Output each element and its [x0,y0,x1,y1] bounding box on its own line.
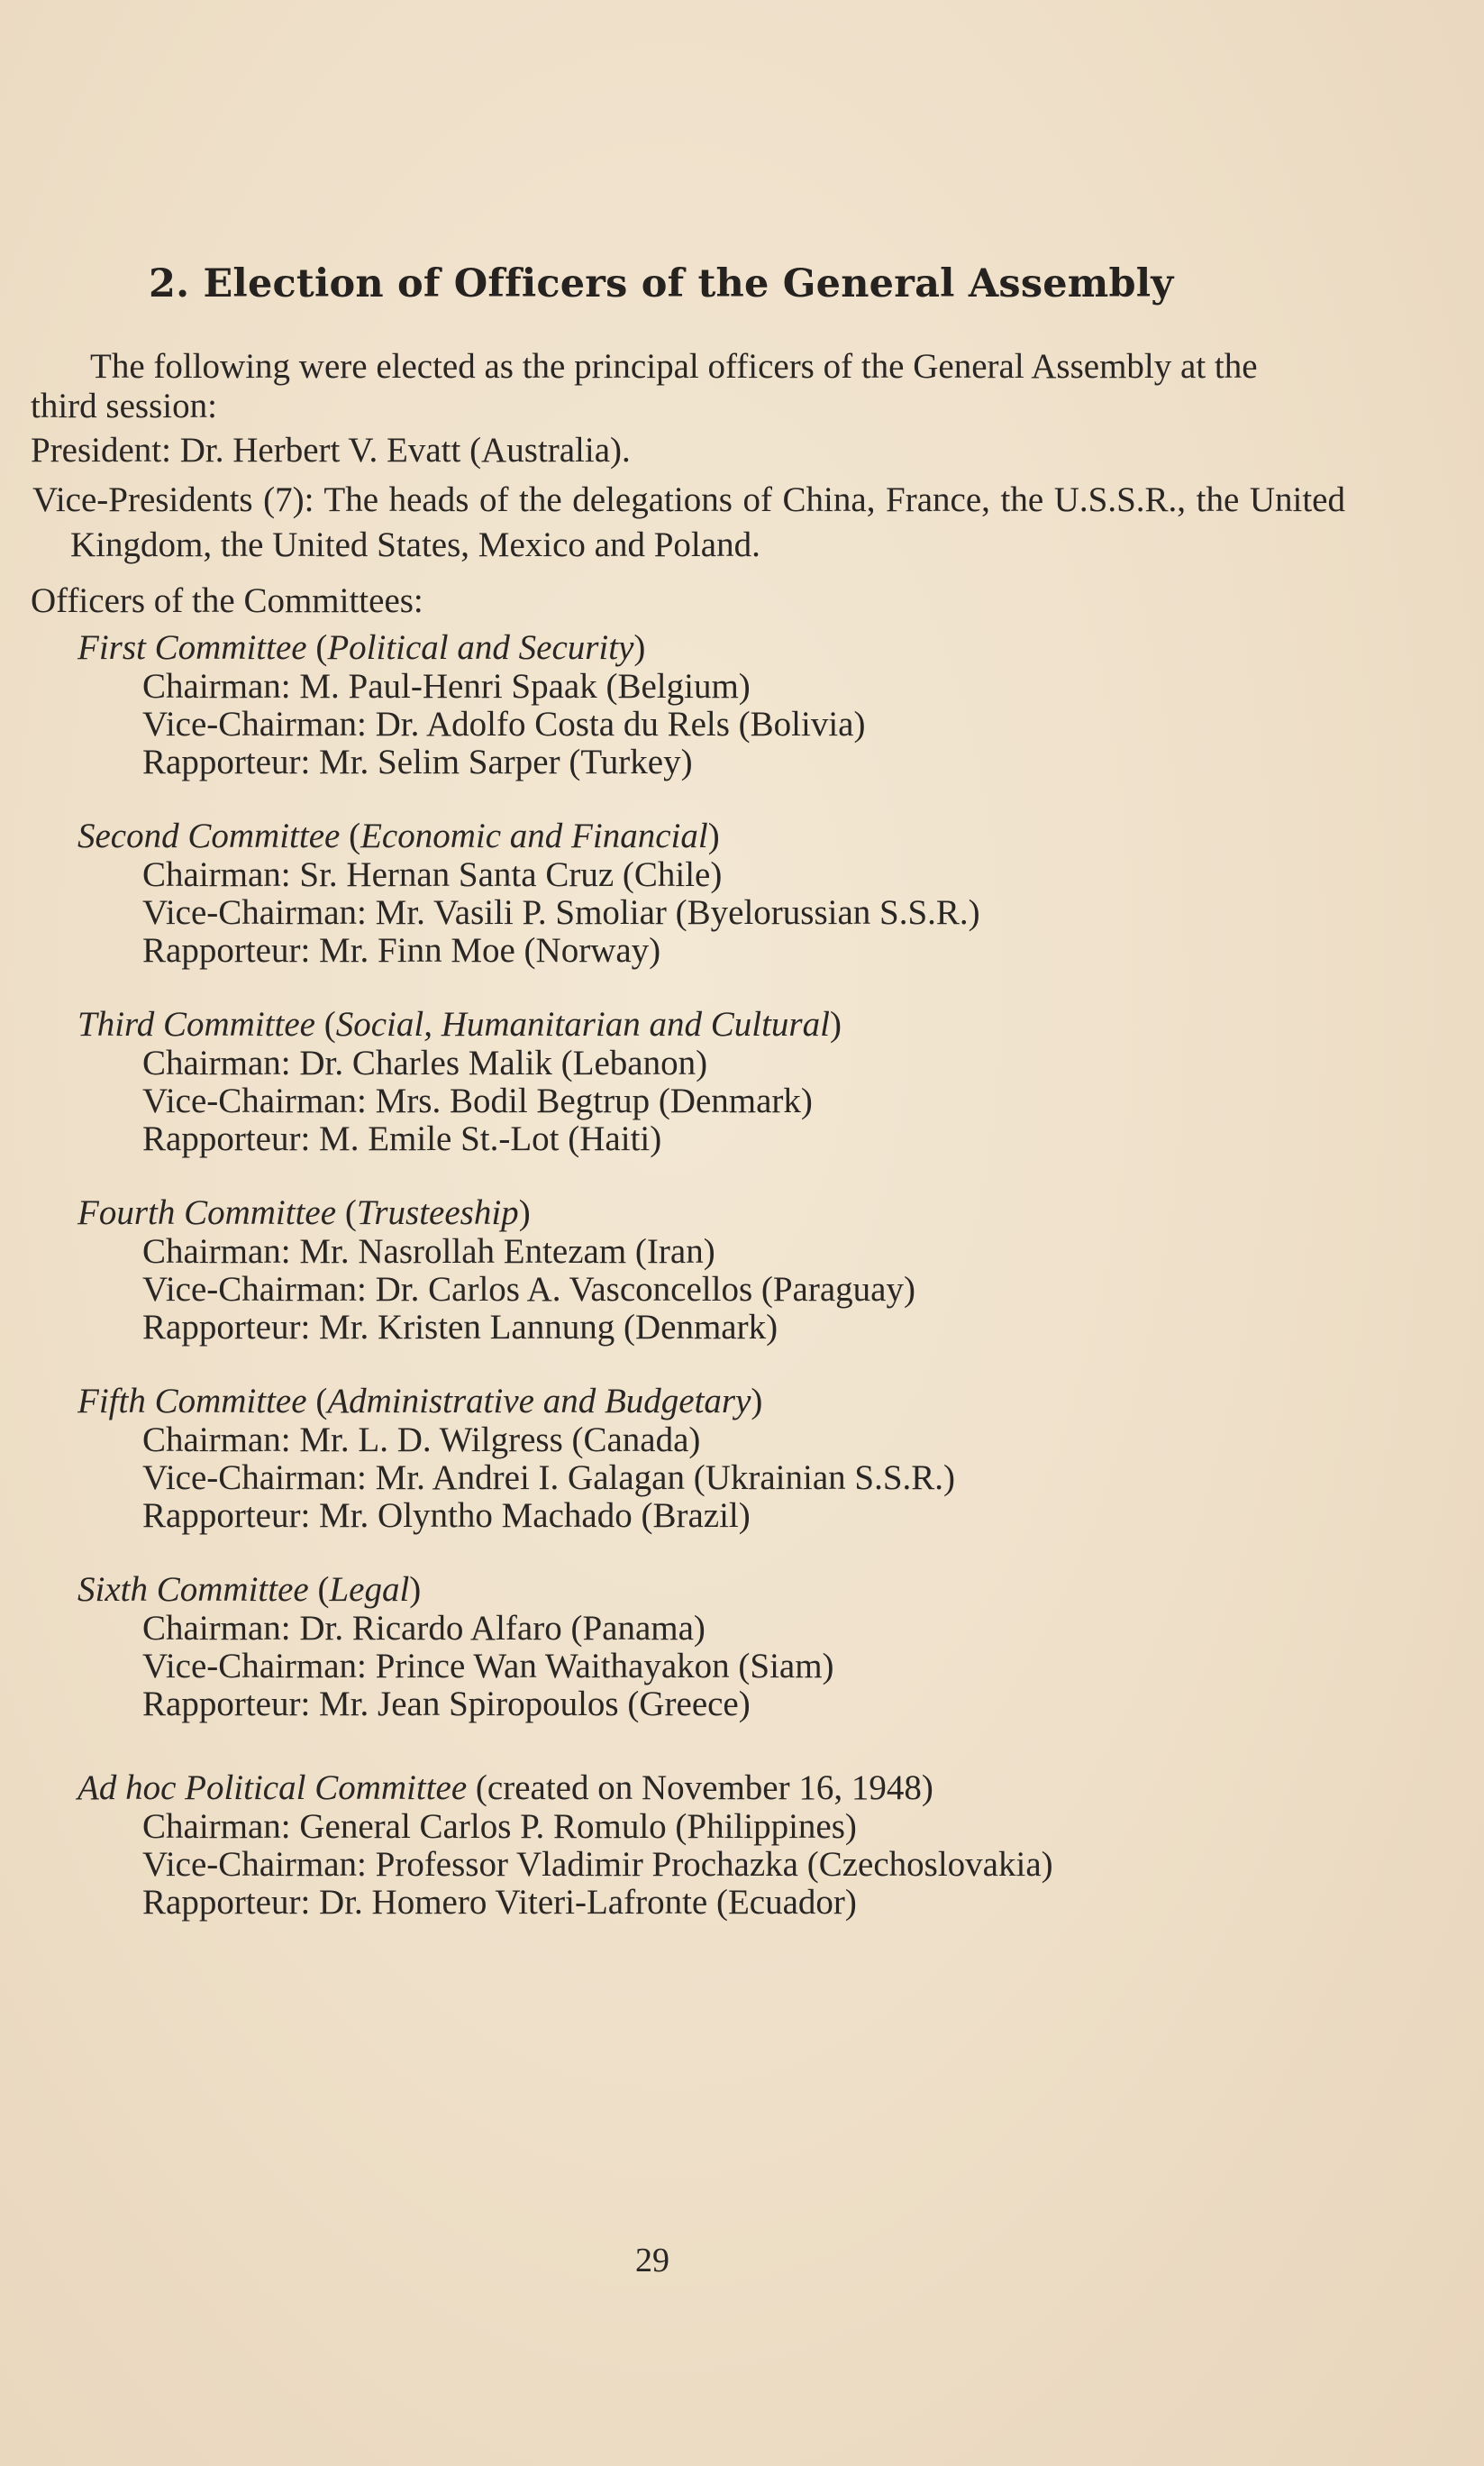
president-label: President: [31,431,171,470]
vice-presidents-paragraph: Vice-Presidents (7): The heads of the delegations of China, France, the U.S.S.R., the United Kingdom, the United States, Mexico and Poland. [32,480,1345,564]
vice-chairman-line: Vice-Chairman: Mrs. Bodil Begtrup (Denmark) [142,1082,813,1120]
vice-chairman-line: Vice-Chairman: Professor Vladimir Prochazka (Czechoslovakia) [142,1845,1053,1884]
committee-title: Fourth Committee (Trusteeship) [77,1193,531,1232]
rapporteur-line: Rapporteur: Dr. Homero Viteri-Lafronte (Ecuador) [142,1883,857,1922]
page-number: 29 [635,2242,669,2279]
vice-chairman-line: Vice-Chairman: Mr. Vasili P. Smoliar (Byelorussian S.S.R.) [142,893,980,932]
committee-title [77,1768,1339,1808]
committee-field: Legal [329,1570,410,1609]
committee-field: Social, Humanitarian and Cultural [335,1005,830,1044]
committee-second [77,817,1339,970]
rapporteur-line: Rapporteur: Mr. Selim Sarper (Turkey) [142,743,693,781]
committee-name: Fifth Committee [77,1382,307,1420]
committee-name: Fourth Committee [77,1193,337,1232]
committee-ad-hoc [77,1768,1339,1922]
committee-name: First Committee [77,628,307,667]
chairman-line: Chairman: M. Paul-Henri Spaak (Belgium) [142,667,751,706]
intro-paragraph: The following were elected as the principal officers of the General Assembly at the third session: [31,347,1258,425]
chairman-line: Chairman: Mr. L. D. Wilgress (Canada) [142,1420,701,1459]
chairman-line: Chairman: Dr. Ricardo Alfaro (Panama) [142,1609,706,1648]
committee-field: Political and Security [327,628,634,667]
vice-chairman-line: Vice-Chairman: Dr. Carlos A. Vasconcellos (Paraguay) [142,1270,915,1309]
committee-first [77,628,1339,781]
president-line [31,431,631,470]
committee-title: First Committee (Political and Security) [77,628,646,667]
chairman-line: Chairman: Mr. Nasrollah Entezam (Iran) [142,1232,715,1271]
committee-fourth [77,1193,1339,1347]
committee-title: Second Committee (Economic and Financial) [77,817,720,855]
committee-title: Sixth Committee (Legal) [77,1570,422,1609]
president-value: Dr. Herbert V. Evatt (Australia). [179,431,631,470]
rapporteur-line: Rapporteur: Mr. Olyntho Machado (Brazil) [142,1496,751,1535]
committee-name: Second Committee [77,817,341,855]
section-heading: 2. Election of Officers of the General Assembly [149,261,1174,306]
rapporteur-line: Rapporteur: Mr. Jean Spiropoulos (Greece) [142,1685,751,1723]
vice-chairman-line: Vice-Chairman: Prince Wan Waithayakon (Siam) [142,1647,834,1685]
committee-name: Ad hoc Political Committee [77,1768,468,1807]
committee-third [77,1005,1339,1158]
committee-sixth [77,1570,1339,1723]
chairman-line: Chairman: Sr. Hernan Santa Cruz (Chile) [142,855,723,894]
committee-field: Trusteeship [356,1193,519,1232]
committee-field: Economic and Financial [360,817,708,855]
chairman-line: Chairman: Dr. Charles Malik (Lebanon) [142,1044,708,1082]
vice-chairman-line: Vice-Chairman: Dr. Adolfo Costa du Rels (Bolivia) [142,705,866,744]
officers-label: Officers of the Committees: [31,581,423,620]
committee-title: Third Committee (Social, Humanitarian and Cultural) [77,1005,842,1044]
rapporteur-line: Rapporteur: M. Emile St.-Lot (Haiti) [142,1119,662,1158]
vice-chairman-line: Vice-Chairman: Mr. Andrei I. Galagan (Ukrainian S.S.R.) [142,1458,956,1497]
committee-fifth [77,1382,1339,1535]
committee-title: Fifth Committee (Administrative and Budgetary) [77,1382,763,1420]
committee-field: Administrative and Budgetary [327,1382,751,1420]
committee-name: Sixth Committee [77,1570,309,1609]
rapporteur-line: Rapporteur: Mr. Finn Moe (Norway) [142,931,661,970]
committee-note: (created on November 16, 1948) [475,1768,933,1807]
chairman-line: Chairman: General Carlos P. Romulo (Philippines) [142,1807,857,1846]
rapporteur-line: Rapporteur: Mr. Kristen Lannung (Denmark) [142,1308,778,1347]
committee-name: Third Committee [77,1005,315,1044]
